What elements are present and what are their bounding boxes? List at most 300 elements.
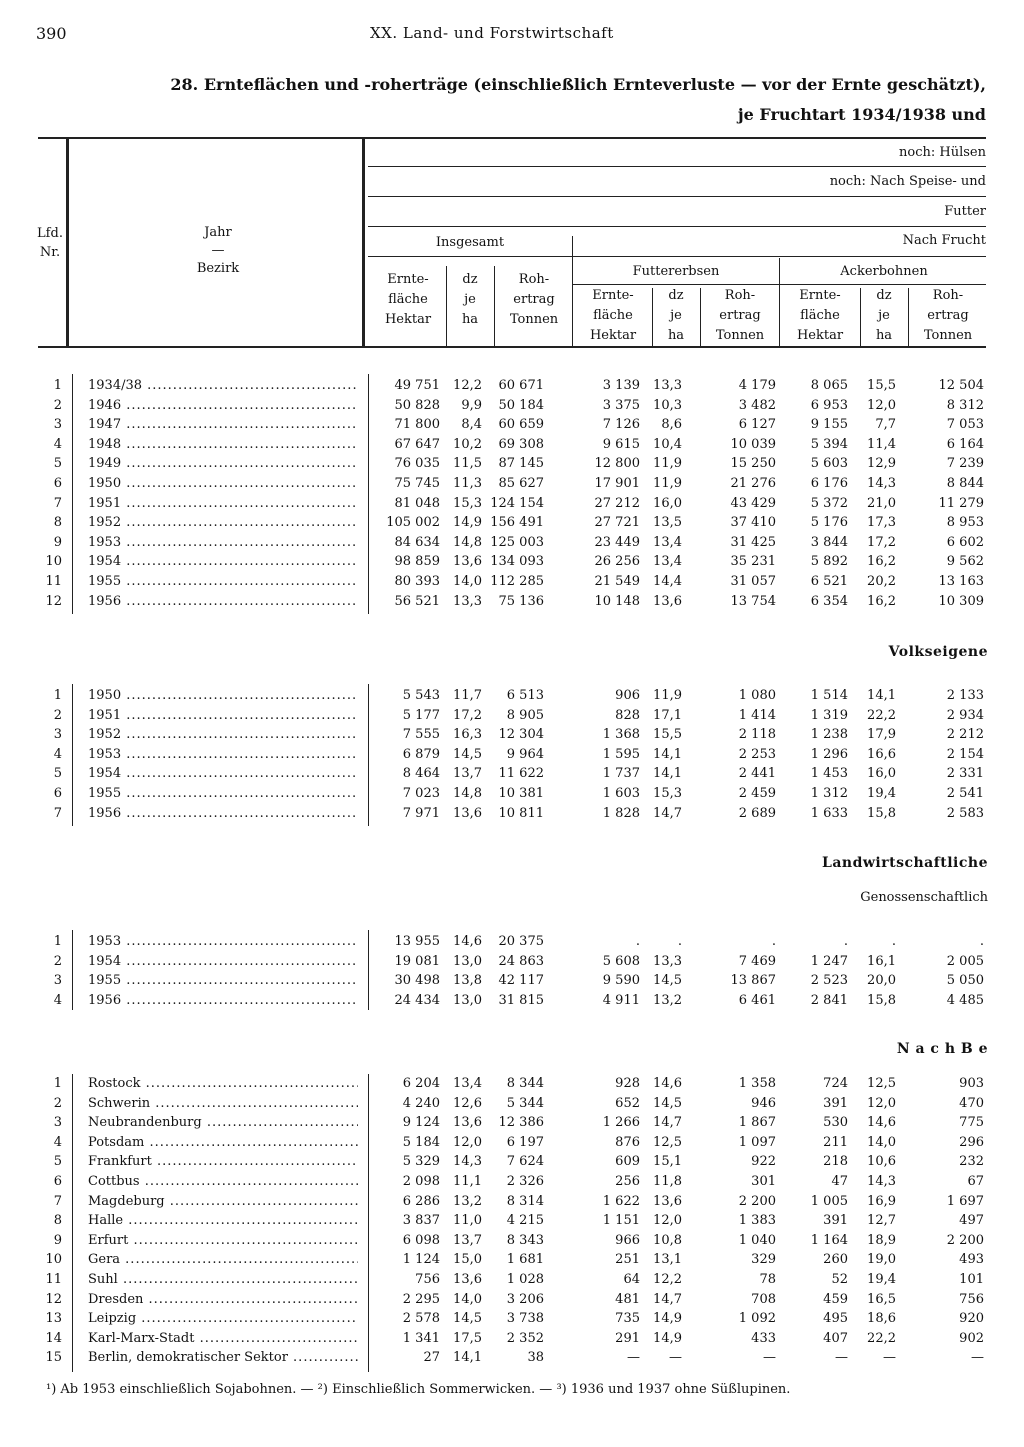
table-cell: 2 441 — [738, 766, 776, 782]
table-cell: 1 828 — [602, 805, 640, 821]
table-cell: 14,8 — [453, 534, 482, 550]
row-number: 7 — [53, 1193, 62, 1209]
row-number: 1 — [53, 1076, 62, 1091]
table-cell: 14,5 — [453, 1311, 482, 1327]
row-label: Leipzig ..... — [88, 1311, 358, 1326]
table-cell: 14,1 — [867, 688, 896, 703]
table-cell: 735 — [615, 1311, 640, 1327]
table-cell: 38 — [527, 1350, 544, 1366]
table-cell: 17,2 — [867, 534, 896, 550]
table-cell: 17,1 — [653, 707, 682, 723]
table-cell: 9 124 — [402, 1115, 440, 1131]
table-cell: 11,9 — [653, 456, 682, 472]
header-divider-c7 — [860, 288, 861, 346]
table-row — [0, 1076, 1024, 1095]
table-cell: 652 — [615, 1095, 640, 1111]
table-cell: 6 461 — [738, 992, 776, 1008]
table-cell: 67 — [967, 1174, 984, 1189]
table-cell: 35 231 — [730, 554, 776, 570]
table-cell: 75 745 — [394, 476, 440, 491]
table-row — [0, 378, 1024, 397]
table-cell: 16,0 — [653, 495, 682, 511]
table-cell: 12,5 — [867, 1076, 896, 1091]
header-jahr-bezirk: Jahr — Bezirk — [196, 225, 240, 276]
row-number: 7 — [53, 495, 62, 511]
table-cell: — — [763, 1350, 776, 1366]
table-cell: 296 — [959, 1134, 984, 1150]
table-cell: 13,6 — [453, 1115, 482, 1131]
table-cell: 10,2 — [453, 436, 482, 452]
table-cell: 11,3 — [453, 476, 482, 491]
table-cell: 2 578 — [402, 1311, 440, 1327]
table-cell: 12,2 — [653, 1272, 682, 1287]
table-cell: 84 634 — [394, 534, 440, 550]
header-divider-label — [362, 137, 365, 347]
table-cell: 1 358 — [738, 1076, 776, 1091]
table-cell: 906 — [615, 688, 640, 703]
table-cell: 8 312 — [946, 397, 984, 413]
row-label: 1949 ..... — [88, 456, 358, 471]
table-cell: 2 934 — [946, 707, 984, 723]
table-cell: — — [971, 1350, 984, 1366]
table-cell: 14,1 — [653, 746, 682, 762]
table-cell: 78 — [759, 1272, 776, 1287]
table-cell: 15,3 — [453, 495, 482, 511]
table-cell: 31 057 — [730, 574, 776, 589]
row-label: Berlin, demokratischer Sektor ..... — [88, 1350, 358, 1365]
table-cell: 2 326 — [506, 1174, 544, 1189]
table-cell: 6 286 — [402, 1193, 440, 1209]
table-row — [0, 786, 1024, 805]
row-label: Suhl ..... — [88, 1272, 358, 1287]
table-cell: 7 971 — [402, 805, 440, 821]
table-cell: 6 354 — [810, 593, 848, 609]
table-cell: 156 491 — [490, 515, 544, 531]
header-lfd-nr: Lfd. Nr. — [37, 226, 63, 260]
table-cell: 433 — [751, 1330, 776, 1346]
table-cell: 609 — [615, 1154, 640, 1170]
header-col-ertrag-1: Roh- ertrag Tonnen — [509, 272, 559, 327]
table-cell: 10 381 — [498, 786, 544, 801]
table-cell: 14,5 — [653, 973, 682, 989]
row-number: 4 — [53, 992, 62, 1008]
table-cell: 50 828 — [394, 397, 440, 413]
table-cell: 19,4 — [867, 786, 896, 801]
table-cell: 2 352 — [506, 1330, 544, 1346]
table-cell: 12 800 — [594, 456, 640, 472]
row-label: 1955 ..... — [88, 574, 358, 589]
table-cell: 16,0 — [867, 766, 896, 782]
table-cell: 14,7 — [653, 805, 682, 821]
row-label: Halle ..... — [88, 1213, 358, 1228]
table-cell: 13,2 — [653, 992, 682, 1008]
table-cell: 11,9 — [653, 688, 682, 703]
header-futter: Futter — [944, 204, 986, 219]
table-cell: 2 133 — [946, 688, 984, 703]
row-label: 1953 ..... — [88, 934, 358, 949]
table-row — [0, 993, 1024, 1012]
table-cell: 2 098 — [402, 1174, 440, 1189]
table-cell: 10,6 — [867, 1154, 896, 1170]
header-noch-huelsen: noch: Hülsen — [899, 145, 986, 160]
table-cell: 1 080 — [738, 688, 776, 703]
table-cell: 60 671 — [498, 378, 544, 393]
table-row — [0, 1154, 1024, 1173]
table-cell: 16,2 — [867, 593, 896, 609]
table-cell: 946 — [751, 1095, 776, 1111]
table-cell: 1 151 — [602, 1213, 640, 1229]
table-cell: 13 867 — [730, 973, 776, 989]
table-cell: 2 541 — [946, 786, 984, 801]
table-row — [0, 1331, 1024, 1350]
table-cell: 15,3 — [653, 786, 682, 801]
table-cell: 10,3 — [653, 397, 682, 413]
row-number: 12 — [45, 593, 62, 609]
table-cell: 4 240 — [402, 1095, 440, 1111]
table-cell: 12,9 — [867, 456, 896, 472]
row-label: 1951 ..... — [88, 708, 358, 723]
table-cell: 6 176 — [810, 476, 848, 491]
header-divider-c4 — [652, 288, 653, 346]
table-cell: 14,6 — [867, 1115, 896, 1131]
row-label: 1947 ..... — [88, 417, 358, 432]
table-cell: 1 368 — [602, 727, 640, 743]
table-cell: 407 — [823, 1330, 848, 1346]
table-cell: 13,8 — [453, 973, 482, 989]
table-cell: 5 603 — [810, 456, 848, 472]
table-cell: 470 — [959, 1095, 984, 1111]
table-cell: 495 — [823, 1311, 848, 1327]
row-number: 13 — [45, 1311, 62, 1327]
table-row — [0, 1194, 1024, 1213]
table-cell: 11 279 — [938, 495, 984, 511]
table-cell: 11 622 — [498, 766, 544, 782]
table-cell: 708 — [751, 1291, 776, 1307]
table-cell: 4 911 — [602, 992, 640, 1008]
table-cell: 8,4 — [461, 417, 482, 433]
table-cell: 27 212 — [594, 495, 640, 511]
table-cell: 22,2 — [867, 1330, 896, 1346]
table-cell: 13,0 — [453, 992, 482, 1008]
table-cell: 481 — [615, 1291, 640, 1307]
table-cell: 256 — [615, 1174, 640, 1189]
table-title-line-1: 28. Ernteflächen und -roherträge (einschließlich Ernteverluste — vor der Ernte geschätzt), — [170, 75, 986, 94]
table-cell: 1 603 — [602, 786, 640, 801]
table-cell: 775 — [959, 1115, 984, 1131]
row-number: 5 — [53, 456, 62, 472]
table-cell: 2 154 — [946, 746, 984, 762]
table-row — [0, 1272, 1024, 1291]
table-cell: 8 314 — [506, 1193, 544, 1209]
row-number: 12 — [45, 1291, 62, 1307]
table-cell: 13,6 — [453, 554, 482, 570]
table-row — [0, 727, 1024, 746]
table-cell: 17,9 — [867, 727, 896, 743]
header-col-flaeche-3: Ernte- fläche Hektar — [796, 288, 844, 343]
table-cell: 1 514 — [810, 688, 848, 703]
table-cell: 14,3 — [867, 1174, 896, 1189]
row-label: 1953 ..... — [88, 535, 358, 550]
table-cell: 756 — [415, 1272, 440, 1287]
row-number: 4 — [53, 436, 62, 452]
table-cell: 301 — [751, 1174, 776, 1189]
table-cell: 11,9 — [653, 476, 682, 491]
row-number: 9 — [53, 1232, 62, 1248]
row-number: 6 — [53, 476, 62, 491]
table-cell: 1 737 — [602, 766, 640, 782]
table-cell: 10 811 — [498, 805, 544, 821]
table-cell: 218 — [823, 1154, 848, 1170]
table-row — [0, 535, 1024, 554]
table-cell: 2 212 — [946, 727, 984, 743]
table-cell: 10,4 — [653, 436, 682, 452]
table-cell: 10,8 — [653, 1232, 682, 1248]
table-cell: — — [835, 1350, 848, 1366]
table-cell: 7 624 — [506, 1154, 544, 1170]
table-cell: 9 615 — [602, 436, 640, 452]
table-row — [0, 456, 1024, 475]
table-cell: 14,0 — [453, 1291, 482, 1307]
row-label: 1956 ..... — [88, 806, 358, 821]
row-label: Frankfurt ..... — [88, 1154, 358, 1169]
table-cell: 493 — [959, 1252, 984, 1268]
table-cell: 125 003 — [490, 534, 544, 550]
table-cell: 2 200 — [738, 1193, 776, 1209]
table-cell: 12,7 — [867, 1213, 896, 1229]
table-cell: 14,9 — [453, 515, 482, 531]
table-cell: 920 — [959, 1311, 984, 1327]
table-row — [0, 554, 1024, 573]
table-cell: 8 343 — [506, 1232, 544, 1248]
header-divider-futtererbsen — [779, 258, 780, 346]
table-cell: 1 319 — [810, 707, 848, 723]
table-cell: 6 953 — [810, 397, 848, 413]
table-cell: 3 206 — [506, 1291, 544, 1307]
row-number: 1 — [53, 378, 62, 393]
table-cell: 112 285 — [490, 574, 544, 589]
table-cell: 13 754 — [730, 593, 776, 609]
table-cell: 14,9 — [653, 1311, 682, 1327]
table-cell: 2 253 — [738, 746, 776, 762]
table-cell: 14,1 — [653, 766, 682, 782]
table-cell: 31 425 — [730, 534, 776, 550]
table-cell: 30 498 — [394, 973, 440, 989]
row-label: 1952 ..... — [88, 727, 358, 742]
table-cell: 1 697 — [946, 1193, 984, 1209]
table-row — [0, 973, 1024, 992]
table-cell: 3 482 — [738, 397, 776, 413]
row-number: 2 — [53, 953, 62, 969]
table-title-line-2: je Fruchtart 1934/1938 und — [737, 105, 986, 124]
table-cell: 11,8 — [653, 1174, 682, 1189]
table-cell: 2 200 — [946, 1232, 984, 1248]
table-row — [0, 1115, 1024, 1134]
header-futtererbsen: Futtererbsen — [632, 264, 720, 279]
row-number: 8 — [53, 1213, 62, 1229]
table-cell: 105 002 — [386, 515, 440, 531]
header-rule-4 — [368, 256, 986, 257]
table-cell: 98 859 — [394, 554, 440, 570]
row-label: 1956 ..... — [88, 594, 358, 609]
table-cell: 1 238 — [810, 727, 848, 743]
table-cell: 6 879 — [402, 746, 440, 762]
table-cell: 5 394 — [810, 436, 848, 452]
row-number: 8 — [53, 515, 62, 531]
section-landwirtschaftliche: Landwirtschaftliche — [822, 855, 988, 871]
table-cell: 37 410 — [730, 515, 776, 531]
table-cell: 2 841 — [810, 992, 848, 1008]
table-cell: 10 309 — [938, 593, 984, 609]
header-bottom-rule — [38, 346, 986, 348]
row-label: Erfurt ..... — [88, 1233, 358, 1248]
table-cell: 16,6 — [867, 746, 896, 762]
table-cell: 11,5 — [453, 456, 482, 472]
table-cell: 6 127 — [738, 417, 776, 433]
table-row — [0, 1252, 1024, 1271]
table-cell: 1 247 — [810, 953, 848, 969]
table-cell: 2 331 — [946, 766, 984, 782]
table-cell: 1 312 — [810, 786, 848, 801]
table-cell: 5 543 — [402, 688, 440, 703]
table-cell: 14,4 — [653, 574, 682, 589]
table-cell: 497 — [959, 1213, 984, 1229]
table-cell: 14,0 — [453, 574, 482, 589]
table-cell: 17 901 — [594, 476, 640, 491]
table-cell: 1 867 — [738, 1115, 776, 1131]
row-number: 11 — [45, 574, 62, 589]
table-cell: 1 341 — [402, 1330, 440, 1346]
header-col-flaeche-2: Ernte- fläche Hektar — [589, 288, 637, 343]
table-cell: 7 469 — [738, 953, 776, 969]
table-cell: 67 647 — [394, 436, 440, 452]
row-label: Gera ..... — [88, 1252, 358, 1267]
table-cell: 18,9 — [867, 1232, 896, 1248]
table-row — [0, 417, 1024, 436]
table-cell: 5 892 — [810, 554, 848, 570]
table-cell: 3 844 — [810, 534, 848, 550]
table-cell: 211 — [823, 1134, 848, 1150]
table-row — [0, 766, 1024, 785]
table-cell: 9,9 — [461, 397, 482, 413]
row-number: 6 — [53, 786, 62, 801]
table-cell: 6 513 — [506, 688, 544, 703]
row-label: 1953 ..... — [88, 747, 358, 762]
table-cell: 14,6 — [653, 1076, 682, 1091]
table-cell: 7,7 — [875, 417, 896, 433]
table-cell: 64 — [623, 1272, 640, 1287]
table-cell: 11,4 — [867, 436, 896, 452]
table-cell: 2 689 — [738, 805, 776, 821]
table-cell: 12,6 — [453, 1095, 482, 1111]
table-cell: 81 048 — [394, 495, 440, 511]
row-label: 1950 ..... — [88, 476, 358, 491]
table-cell: 14,8 — [453, 786, 482, 801]
table-cell: — — [669, 1350, 682, 1366]
row-label: Potsdam ..... — [88, 1135, 358, 1150]
header-divider-c5 — [700, 288, 701, 346]
table-cell: 876 — [615, 1134, 640, 1150]
table-cell: — — [883, 1350, 896, 1366]
table-cell: 7 555 — [402, 727, 440, 743]
table-cell: 724 — [823, 1076, 848, 1091]
header-divider-insgesamt — [572, 236, 573, 346]
table-cell: 14,3 — [453, 1154, 482, 1170]
table-cell: 756 — [959, 1291, 984, 1307]
row-label: 1955 ..... — [88, 786, 358, 801]
table-cell: 9 590 — [602, 973, 640, 989]
table-cell: 14,5 — [453, 746, 482, 762]
table-cell: 20,0 — [867, 973, 896, 989]
table-cell: 8 065 — [810, 378, 848, 393]
table-cell: 13 955 — [394, 934, 440, 949]
table-cell: 6 098 — [402, 1232, 440, 1248]
table-row — [0, 1311, 1024, 1330]
table-cell: 12,2 — [453, 378, 482, 393]
table-cell: 14,1 — [453, 1350, 482, 1366]
row-label: Rostock ..... — [88, 1076, 358, 1091]
table-cell: 1 266 — [602, 1115, 640, 1131]
header-col-dz-3: dz je ha — [875, 288, 893, 343]
table-cell: 80 393 — [394, 574, 440, 589]
table-cell: — — [627, 1350, 640, 1366]
table-cell: 13,7 — [453, 1232, 482, 1248]
table-cell: 15 250 — [730, 456, 776, 472]
table-row — [0, 1096, 1024, 1115]
table-cell: 3 375 — [602, 397, 640, 413]
row-number: 10 — [45, 1252, 62, 1268]
table-cell: 13,2 — [453, 1193, 482, 1209]
table-cell: 1 164 — [810, 1232, 848, 1248]
table-cell: 14,9 — [653, 1330, 682, 1346]
table-cell: 19 081 — [394, 953, 440, 969]
table-cell: 13,4 — [453, 1076, 482, 1091]
header-rule-3 — [368, 226, 986, 227]
table-cell: 14,7 — [653, 1115, 682, 1131]
table-row — [0, 398, 1024, 417]
row-number: 7 — [53, 805, 62, 821]
row-number: 6 — [53, 1174, 62, 1189]
table-cell: 60 659 — [498, 417, 544, 433]
table-cell: 11,0 — [453, 1213, 482, 1229]
row-label: Dresden ..... — [88, 1292, 358, 1307]
table-cell: 15,0 — [453, 1252, 482, 1268]
row-label: 1946 ..... — [88, 398, 358, 413]
table-cell: 13,0 — [453, 953, 482, 969]
row-number: 1 — [53, 688, 62, 703]
table-row — [0, 496, 1024, 515]
table-cell: 2 459 — [738, 786, 776, 801]
table-cell: 43 429 — [730, 495, 776, 511]
table-cell: 14,5 — [653, 1095, 682, 1111]
row-number: 9 — [53, 534, 62, 550]
table-cell: 13,4 — [653, 534, 682, 550]
table-cell: 12,0 — [453, 1134, 482, 1150]
table-cell: 26 256 — [594, 554, 640, 570]
table-cell: . — [635, 934, 640, 949]
table-cell: . — [677, 934, 682, 949]
table-cell: 7 239 — [946, 456, 984, 472]
table-cell: . — [843, 934, 848, 949]
row-number: 3 — [53, 973, 62, 989]
table-cell: 922 — [751, 1154, 776, 1170]
table-cell: 75 136 — [498, 593, 544, 609]
row-number: 2 — [53, 707, 62, 723]
table-cell: 5 608 — [602, 953, 640, 969]
row-number: 14 — [45, 1330, 62, 1346]
table-cell: 6 197 — [506, 1134, 544, 1150]
row-label: Schwerin ..... — [88, 1096, 358, 1111]
table-cell: 1 681 — [506, 1252, 544, 1268]
